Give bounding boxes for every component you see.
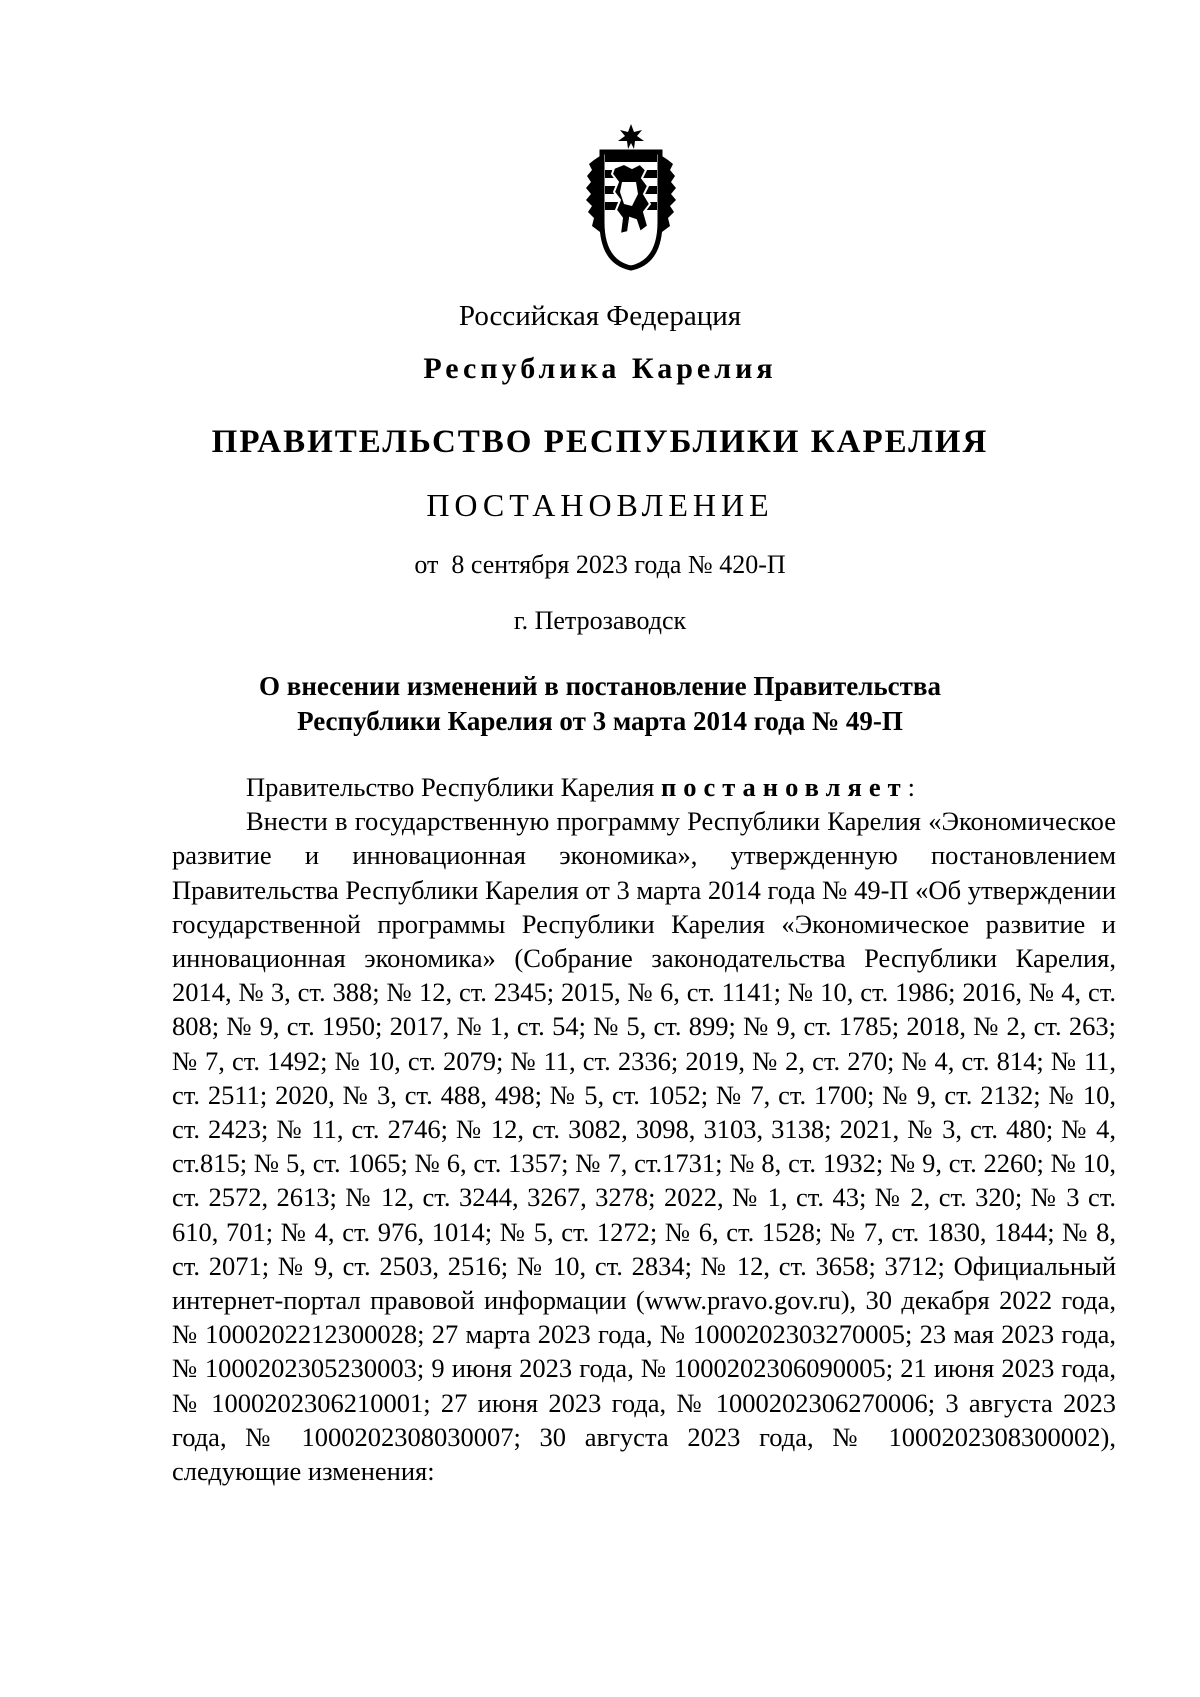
karelia-coat-of-arms-icon (578, 122, 684, 272)
document-body (172, 770, 1116, 1488)
main-paragraph: Внести в государственную программу Республики Карелия «Экономическое развитие и инновационная экономика», утвержденную постановлением Правительства Республики Карелия от 3 марта 2014 года № 49-П «Об утверждении государственной программы Республики Карелия «Экономическое развитие и инновационная экономика» (Собрание законодательства Республики Карелия, 2014, № 3, ст. 388; № 12, ст. 2345; 2015, № 6, ст. 1141; № 10, ст. 1986; 2016, № 4, ст. 808; № 9, ст. 1950; 2017, № 1, ст. 54; № 5, ст. 899; № 9, ст. 1785; 2018, № 2, ст. 263; № 7, ст. 1492; № 10, ст. 2079; № 11, ст. 2336; 2019, № 2, ст. 270; № 4, ст. 814; № 11, ст. 2511; 2020, № 3, ст. 488, 498; № 5, ст. 1052; № 7, ст. 1700; № 9, ст. 2132; № 10, ст. 2423; № 11, ст. 2746; № 12, ст. 3082, 3098, 3103, 3138; 2021, № 3, ст. 480; № 4, ст.815; № 5, ст. 1065; № 6, ст. 1357; № 7, ст.1731; № 8, ст. 1932; № 9, ст. 2260; № 10, ст. 2572, 2613; № 12, ст. 3244, 3267, 3278; 2022, № 1, ст. 43; № 2, ст. 320; № 3 ст. 610, 701; № 4, ст. 976, 1014; № 5, ст. 1272; № 6, ст. 1528; № 7, ст. 1830, 1844; № 8, ст. 2071; № 9, ст. 2503, 2516; № 10, ст. 2834; № 12, ст. 3658; 3712; Официальный интернет-портал правовой информации (www.pravo.gov.ru), 30 декабря 2022 года, № 1000202212300028; 27 марта 2023 года, № 1000202303270005; 23 мая 2023 года, № 1000202305230003; 9 июня 2023 года, № 1000202306090005; 21 июня 2023 года, № 1000202306210001; 27 июня 2023 года, № 1000202306270006; 3 августа 2023 года, № 1000202308030007; 30 августа 2023 года, № 1000202308300002), следующие изменения: (172, 806, 1116, 1487)
document-city: г. Петрозаводск (513, 606, 687, 635)
document-date-number: от 8 сентября 2023 года № 420-П (414, 550, 786, 579)
country-title: Российская Федерация (458, 300, 742, 332)
republic-title: Республика Карелия (423, 352, 777, 385)
intro-suffix: : (907, 772, 915, 802)
document-subject (0, 669, 1200, 739)
government-title: ПРАВИТЕЛЬСТВО РЕСПУБЛИКИ КАРЕЛИЯ (211, 424, 989, 460)
document-type: ПОСТАНОВЛЕНИЕ (426, 487, 774, 523)
subject-line-2: Республики Карелия от 3 марта 2014 года № 49-П (297, 706, 903, 736)
intro-prefix: Правительство Республики Карелия (246, 772, 661, 802)
intro-verb: постановляет (660, 772, 908, 802)
subject-line-1: О внесении изменений в постановление Правительства (259, 671, 941, 701)
intro-paragraph (172, 770, 1116, 804)
